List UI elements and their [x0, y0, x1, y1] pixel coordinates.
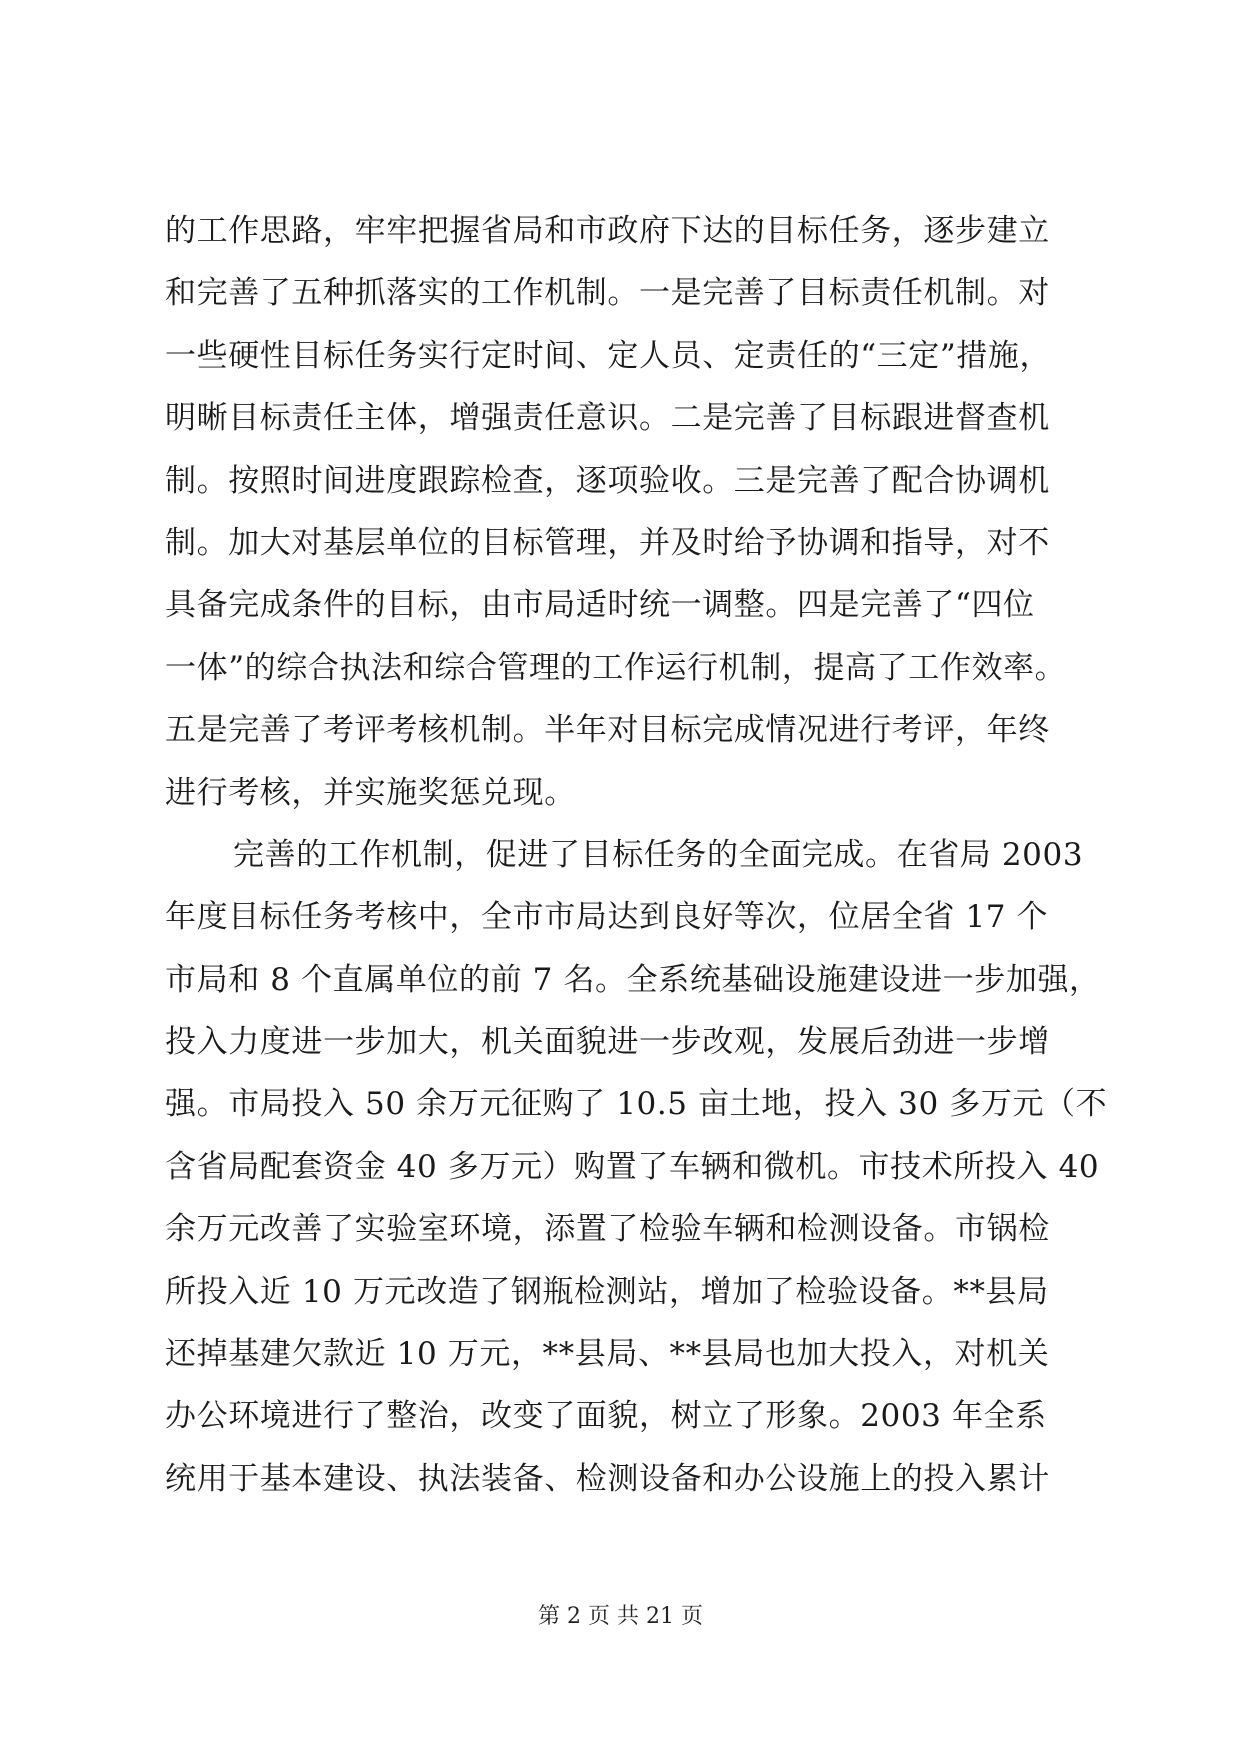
text-line: 具备完成条件的目标，由市局适时统一调整。四是完善了“四位 — [165, 587, 1035, 624]
text-line: 市局和 8 个直属单位的前 7 名。全系统基础设施建设进一步加强， — [165, 961, 1101, 998]
text-line: 年度目标任务考核中，全市市局达到良好等次，位居全省 17 个 — [165, 899, 1049, 936]
text-line: 强。市局投入 50 余万元征购了 10.5 亩土地，投入 30 多万元（不 — [165, 1086, 1108, 1123]
text-line: 余万元改善了实验室环境，添置了检验车辆和检测设备。市锅检 — [165, 1211, 1050, 1248]
paragraph-start-line: 完善的工作机制，促进了目标任务的全面完成。在省局 2003 — [233, 836, 1084, 873]
text-line: 五是完善了考评考核机制。半年对目标完成情况进行考评，年终 — [165, 712, 1050, 749]
text-line: 明晰目标责任主体，增强责任意识。二是完善了目标跟进督查机 — [165, 400, 1050, 437]
page-number-footer: 第 2 页 共 21 页 — [538, 1604, 703, 1629]
text-line: 办公环境进行了整治，改变了面貌，树立了形象。2003 年全系 — [165, 1398, 1047, 1435]
text-line: 进行考核，并实施奖惩兑现。 — [165, 774, 576, 811]
text-line: 制。加大对基层单位的目标管理，并及时给予协调和指导，对不 — [165, 524, 1050, 561]
text-line: 一体”的综合执法和综合管理的工作运行机制，提高了工作效率。 — [165, 649, 1067, 686]
text-line: 的工作思路，牢牢把握省局和市政府下达的目标任务，逐步建立 — [165, 213, 1050, 249]
body-text — [165, 200, 1108, 1510]
text-line: 统用于基本建设、执法装备、检测设备和办公设施上的投入累计 — [165, 1460, 1050, 1497]
text-line: 投入力度进一步加大，机关面貌进一步改观，发展后劲进一步增 — [165, 1024, 1050, 1061]
text-line: 制。按照时间进度跟踪检查，逐项验收。三是完善了配合协调机 — [165, 462, 1050, 499]
text-line: 一些硬性目标任务实行定时间、定人员、定责任的“三定”措施， — [165, 337, 1052, 374]
text-line: 含省局配套资金 40 多万元）购置了车辆和微机。市技术所投入 40 — [165, 1148, 1100, 1185]
text-line: 和完善了五种抓落实的工作机制。一是完善了目标责任机制。对 — [165, 275, 1050, 312]
text-line: 还掉基建欠款近 10 万元，**县局、**县局也加大投入，对机关 — [165, 1336, 1050, 1373]
text-line: 所投入近 10 万元改造了钢瓶检测站，增加了检验设备。**县局 — [165, 1273, 1049, 1310]
